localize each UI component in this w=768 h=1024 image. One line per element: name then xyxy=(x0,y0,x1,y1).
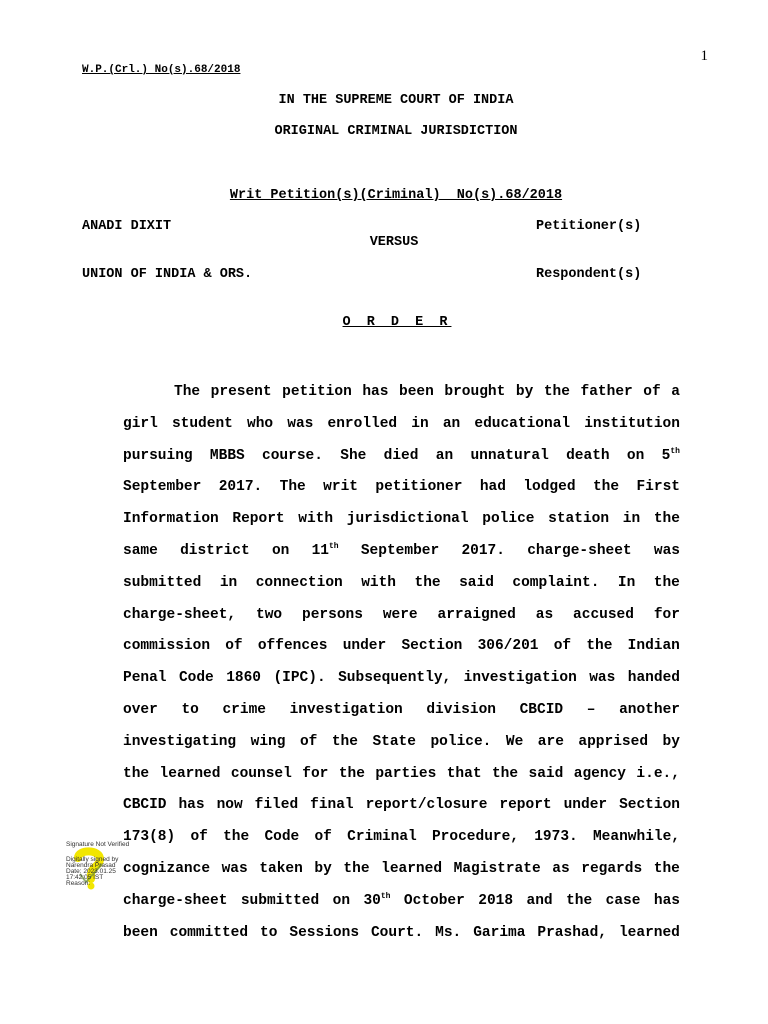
word: wing xyxy=(250,733,286,750)
word: on xyxy=(626,447,645,464)
word: crime xyxy=(222,701,266,718)
case-reference: W.P.(Crl.) No(s).68/2018 xyxy=(82,64,241,76)
word: the xyxy=(653,860,680,877)
jurisdiction-heading: ORIGINAL CRIMINAL JURISDICTION xyxy=(274,124,518,139)
word: (IPC). xyxy=(273,670,326,687)
word: by xyxy=(314,860,332,877)
word: brought xyxy=(444,384,506,400)
word: was xyxy=(221,860,248,877)
word: Indian xyxy=(627,638,680,655)
word: of xyxy=(190,829,208,846)
word: Section xyxy=(619,797,680,814)
word: Magistrate xyxy=(453,860,541,877)
word: final xyxy=(310,797,354,814)
word: the xyxy=(223,829,250,846)
word: 2017. xyxy=(461,542,505,559)
word: that xyxy=(446,765,482,782)
word: Subsequently, xyxy=(338,670,452,687)
word: a xyxy=(671,384,680,400)
word: parties xyxy=(375,765,437,782)
word: by xyxy=(662,733,680,750)
respondent-name: UNION OF INDIA & ORS. xyxy=(82,267,253,282)
word: submitted xyxy=(240,892,320,909)
signature-reason: Reason: xyxy=(66,880,91,887)
word: to xyxy=(260,924,278,941)
word: now xyxy=(216,797,243,814)
signature-status: Signature Not Verified xyxy=(66,841,130,848)
petitioner-role: Petitioner(s) xyxy=(536,219,642,234)
word: has xyxy=(362,384,389,400)
digital-signature-stamp xyxy=(66,842,132,890)
signature-time: 17:42:05 IST xyxy=(66,874,104,881)
word: on xyxy=(271,542,290,559)
word: jurisdictional xyxy=(346,511,469,528)
word: taken xyxy=(259,860,303,877)
word: charge-sheet, xyxy=(123,606,237,623)
word: the xyxy=(653,574,680,591)
word: CBCID xyxy=(123,797,167,814)
word: regards xyxy=(581,860,643,877)
body-line xyxy=(123,854,680,886)
word: under xyxy=(563,797,608,814)
word: father xyxy=(580,384,633,400)
word: report xyxy=(499,797,552,814)
word: – xyxy=(586,701,596,718)
word: who xyxy=(247,415,274,432)
word: educational xyxy=(474,415,571,432)
word: petition xyxy=(282,384,352,400)
word: case xyxy=(605,892,641,909)
word: September xyxy=(360,542,440,559)
word: an xyxy=(435,447,454,464)
body-line xyxy=(123,918,680,950)
word: girl xyxy=(123,415,158,432)
word: by xyxy=(515,384,534,400)
versus-label: VERSUS xyxy=(369,235,419,250)
word: 1973. xyxy=(534,829,578,846)
word: of xyxy=(314,829,332,846)
petitioner-name: ANADI DIXIT xyxy=(82,219,172,234)
word: Criminal xyxy=(347,829,417,846)
body-line xyxy=(123,822,680,854)
word: the xyxy=(331,733,358,750)
word: died xyxy=(383,447,419,464)
word: the xyxy=(543,384,570,400)
word: police xyxy=(482,511,535,528)
body-line xyxy=(123,663,680,695)
word: were xyxy=(382,606,418,623)
word: of xyxy=(643,384,661,400)
word: Sessions xyxy=(289,924,360,941)
word: commission xyxy=(123,638,211,655)
word: charge-sheet xyxy=(123,892,228,909)
word: the xyxy=(414,574,441,591)
word: September xyxy=(123,479,202,496)
word: same xyxy=(123,542,158,559)
word: has xyxy=(653,892,680,909)
word: The xyxy=(174,384,201,400)
word: 306/201 xyxy=(477,638,539,655)
word: lodged xyxy=(523,479,576,496)
word: the xyxy=(586,638,613,655)
word: the xyxy=(592,479,620,496)
word: CBCID xyxy=(519,701,564,718)
word: Code xyxy=(264,829,300,846)
word: was xyxy=(589,670,616,687)
body-line xyxy=(123,536,680,568)
date-day: 30th xyxy=(363,891,391,909)
word: investigating xyxy=(123,733,237,750)
word: been xyxy=(123,924,158,941)
word: 2017. xyxy=(218,479,263,496)
word: institution xyxy=(584,415,680,432)
word: Garima xyxy=(473,924,526,941)
word: under xyxy=(342,638,387,655)
word: 1860 xyxy=(226,670,262,687)
word: MBBS xyxy=(209,447,245,464)
word: of xyxy=(299,733,318,750)
body-line xyxy=(123,886,680,918)
word: apprised xyxy=(578,733,649,750)
word: offences xyxy=(257,638,328,655)
word: to xyxy=(181,701,199,718)
word: had xyxy=(479,479,506,496)
word: investigation xyxy=(463,670,577,687)
word: was xyxy=(653,542,680,559)
word: the xyxy=(343,860,370,877)
word: as xyxy=(552,860,570,877)
word: investigation xyxy=(289,701,403,718)
word: Penal xyxy=(123,670,167,687)
word: Meanwhile, xyxy=(592,829,680,846)
body-line xyxy=(123,790,680,822)
word: committed xyxy=(169,924,249,941)
word: handed xyxy=(627,670,680,687)
word: another xyxy=(619,701,680,718)
word: accused xyxy=(573,606,634,623)
body-line xyxy=(123,759,680,791)
word: cognizance xyxy=(123,860,211,877)
word: counsel xyxy=(230,765,292,782)
word: said xyxy=(528,765,564,782)
word: the xyxy=(566,892,593,909)
word: Procedure, xyxy=(431,829,519,846)
word: death xyxy=(566,447,610,464)
word: Section xyxy=(401,638,463,655)
word: an xyxy=(442,415,461,432)
respondent-role: Respondent(s) xyxy=(536,267,642,282)
body-line xyxy=(123,600,680,632)
word: pursuing xyxy=(123,447,193,464)
body-line xyxy=(123,727,680,759)
word: enrolled xyxy=(327,415,398,432)
word: in xyxy=(219,574,238,591)
word: Information xyxy=(123,511,219,528)
body-line xyxy=(123,472,680,504)
signature-signed-by: Digitally signed by xyxy=(66,856,119,863)
word: been xyxy=(399,384,434,400)
word: filed xyxy=(254,797,299,814)
word: State xyxy=(372,733,416,750)
word: connection xyxy=(255,574,343,591)
word: The xyxy=(279,479,306,496)
word: persons xyxy=(302,606,363,623)
word: arraigned xyxy=(437,606,516,623)
word: i.e., xyxy=(636,765,680,782)
body-line xyxy=(123,441,680,473)
word: 2018 xyxy=(478,892,514,909)
word: Report xyxy=(232,511,285,528)
word: of xyxy=(553,638,572,655)
word: course. xyxy=(262,447,323,464)
word: Court. xyxy=(370,924,424,941)
word: She xyxy=(340,447,367,464)
body-line xyxy=(123,695,680,727)
word: station xyxy=(548,511,610,528)
word: In xyxy=(617,574,636,591)
word: in xyxy=(411,415,429,432)
word: said xyxy=(459,574,494,591)
word: and xyxy=(526,892,553,909)
word: 173(8) xyxy=(123,829,176,846)
signature-date: Date: 2023.01.25 xyxy=(66,868,116,875)
body-line xyxy=(123,504,680,536)
word: was xyxy=(287,415,314,432)
word: charge-sheet xyxy=(527,542,632,559)
body-line xyxy=(123,631,680,663)
court-name: IN THE SUPREME COURT OF INDIA xyxy=(278,93,514,108)
word: division xyxy=(426,701,496,718)
word: has xyxy=(178,797,205,814)
body-line xyxy=(123,409,680,441)
word: with xyxy=(298,511,334,528)
body-line xyxy=(123,377,680,409)
signature-name: Narendra Prasad xyxy=(66,862,116,869)
word: submitted xyxy=(123,574,202,591)
order-title: O R D E R xyxy=(342,315,452,330)
word: the xyxy=(491,765,519,782)
word: Code xyxy=(178,670,214,687)
word: over xyxy=(123,701,158,718)
word: in xyxy=(622,511,641,528)
word: agency xyxy=(573,765,626,782)
word: are xyxy=(537,733,564,750)
word: October xyxy=(403,892,465,909)
word: present xyxy=(210,384,272,400)
word: with xyxy=(361,574,397,591)
word: learned xyxy=(159,765,221,782)
word: We xyxy=(505,733,524,750)
word: learned xyxy=(381,860,443,877)
word: Ms. xyxy=(435,924,462,941)
word: the xyxy=(123,765,150,782)
body-line xyxy=(123,568,680,600)
word: writ xyxy=(323,479,358,496)
word: the xyxy=(653,511,680,528)
word: report/closure xyxy=(365,797,488,814)
word: complaint. xyxy=(512,574,600,591)
writ-petition-title: Writ Petition(s)(Criminal) No(s).68/2018 xyxy=(229,188,563,203)
word: police. xyxy=(430,733,492,750)
word: for xyxy=(302,765,329,782)
word: as xyxy=(535,606,554,623)
word: two xyxy=(256,606,283,623)
word: Prashad, xyxy=(537,924,608,941)
word: First xyxy=(636,479,680,496)
word: petitioner xyxy=(375,479,463,496)
order-body xyxy=(123,377,680,949)
date-day: 5th xyxy=(661,446,680,464)
word: for xyxy=(653,606,680,623)
word: of xyxy=(225,638,243,655)
word: district xyxy=(180,542,250,559)
word: the xyxy=(338,765,365,782)
word: learned xyxy=(618,924,680,941)
word: student xyxy=(171,415,233,432)
page-number: 1 xyxy=(700,48,708,64)
date-day: 11th xyxy=(311,541,339,559)
word: unnatural xyxy=(470,447,549,464)
word: on xyxy=(332,892,351,909)
